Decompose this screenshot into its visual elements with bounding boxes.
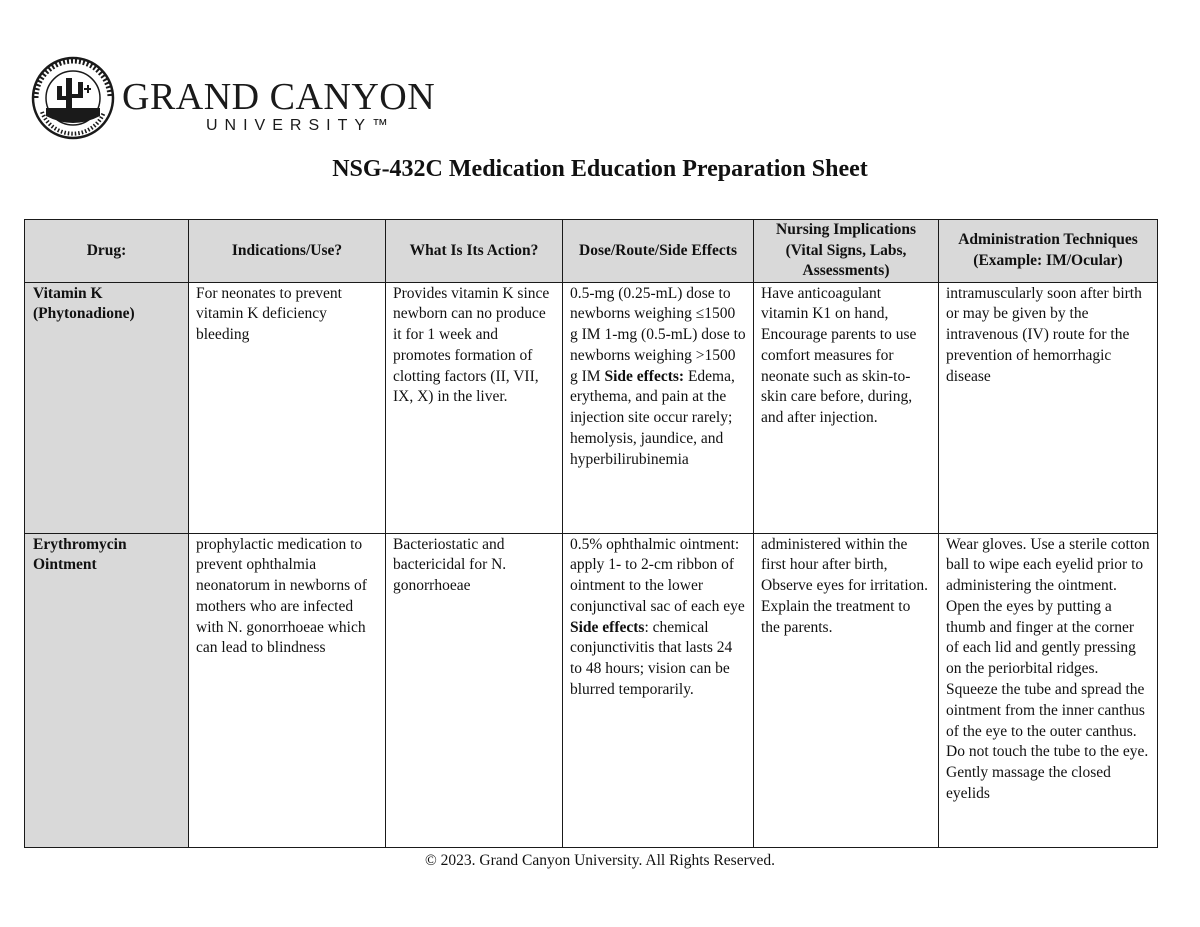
table-row [25,282,1158,533]
header-nursing: Nursing Implications (Vital Signs, Labs, Assessments) [754,220,939,283]
administration-cell: Wear gloves. Use a sterile cotton ball to wipe each eyelid prior to administering the ointment. Open the eyes by putting a thumb and finger at the corner of each lid and gently pressing on the periorbital ridges. Squeeze the tube and spread the ointment from the inner canthus of the eye to the outer canthus. Do not touch the tube to the eye. Gently massage the closed eyelids [946,535,1150,803]
indications-cell: prophylactic medication to prevent ophthalmia neonatorum in newborns of mothers who are infected with N. gonorrhoeae which can lead to blindness [196,535,367,657]
header-admin-line2: (Example: IM/Ocular) [973,251,1123,269]
table-row [25,533,1158,847]
administration-cell: intramuscularly soon after birth or may be given by the intravenous (IV) route for the prevention of hemorrhagic disease [946,284,1142,385]
drug-name: Vitamin K (Phytonadione) [33,284,135,323]
logo-subtitle: UNIVERSITY™ [206,117,396,134]
header-dose: Dose/Route/Side Effects [563,220,754,283]
nursing-cell: administered within the first hour after birth, Observe eyes for irritation. Explain the treatment to the parents. [761,535,928,636]
header-indications: Indications/Use? [189,220,386,283]
logo-wordmark: GRAND CANYON [122,76,436,118]
page-title: NSG-432C Medication Education Preparation Sheet [332,156,868,182]
indications-cell: For neonates to prevent vitamin K deficiency bleeding [196,284,342,344]
dose-cell [570,535,746,845]
dose-cell [570,284,746,532]
table-header-row [25,220,1158,283]
university-seal-icon [30,56,116,140]
header-administration [939,220,1158,283]
header-drug: Drug: [25,220,189,283]
header-action: What Is Its Action? [386,220,563,283]
action-cell: Bacteriostatic and bactericidal for N. gonorrhoeae [393,535,507,595]
dose-text: 0.5-mg (0.25-mL) dose to newborns weighing ≤1500 g IM 1-mg (0.5-mL) dose to newborns weighing >1500 g IM [570,284,746,385]
medication-table [24,219,1158,848]
drug-name: Erythromycin Ointment [33,535,127,574]
header-admin-line1: Administration Techniques [958,231,1138,249]
side-effects-label: Side effects [570,618,645,636]
dose-text: 0.5% ophthalmic ointment: apply 1- to 2-cm ribbon of ointment to the lower conjunctival sac of each eye [570,535,745,615]
side-effects-text: : chemical conjunctivitis that lasts 24 to 48 hours; vision can be blurred temporarily. [570,618,733,699]
side-effects-text: Edema, erythema, and pain at the injection site occur rarely; hemolysis, jaundice, and hyperbilirubinemia [570,367,735,468]
nursing-cell: Have anticoagulant vitamin K1 on hand, Encourage parents to use comfort measures for neonate such as skin-to-skin care before, during, and after injection. [761,284,917,427]
action-cell: Provides vitamin K since newborn can no produce it for 1 week and promotes formation of clotting factors (II, VII, IX, X) in the liver. [393,284,550,406]
copyright-footer: © 2023. Grand Canyon University. All Rights Reserved. [424,852,775,869]
university-logo [30,56,436,140]
side-effects-label: Side effects: [604,367,685,385]
